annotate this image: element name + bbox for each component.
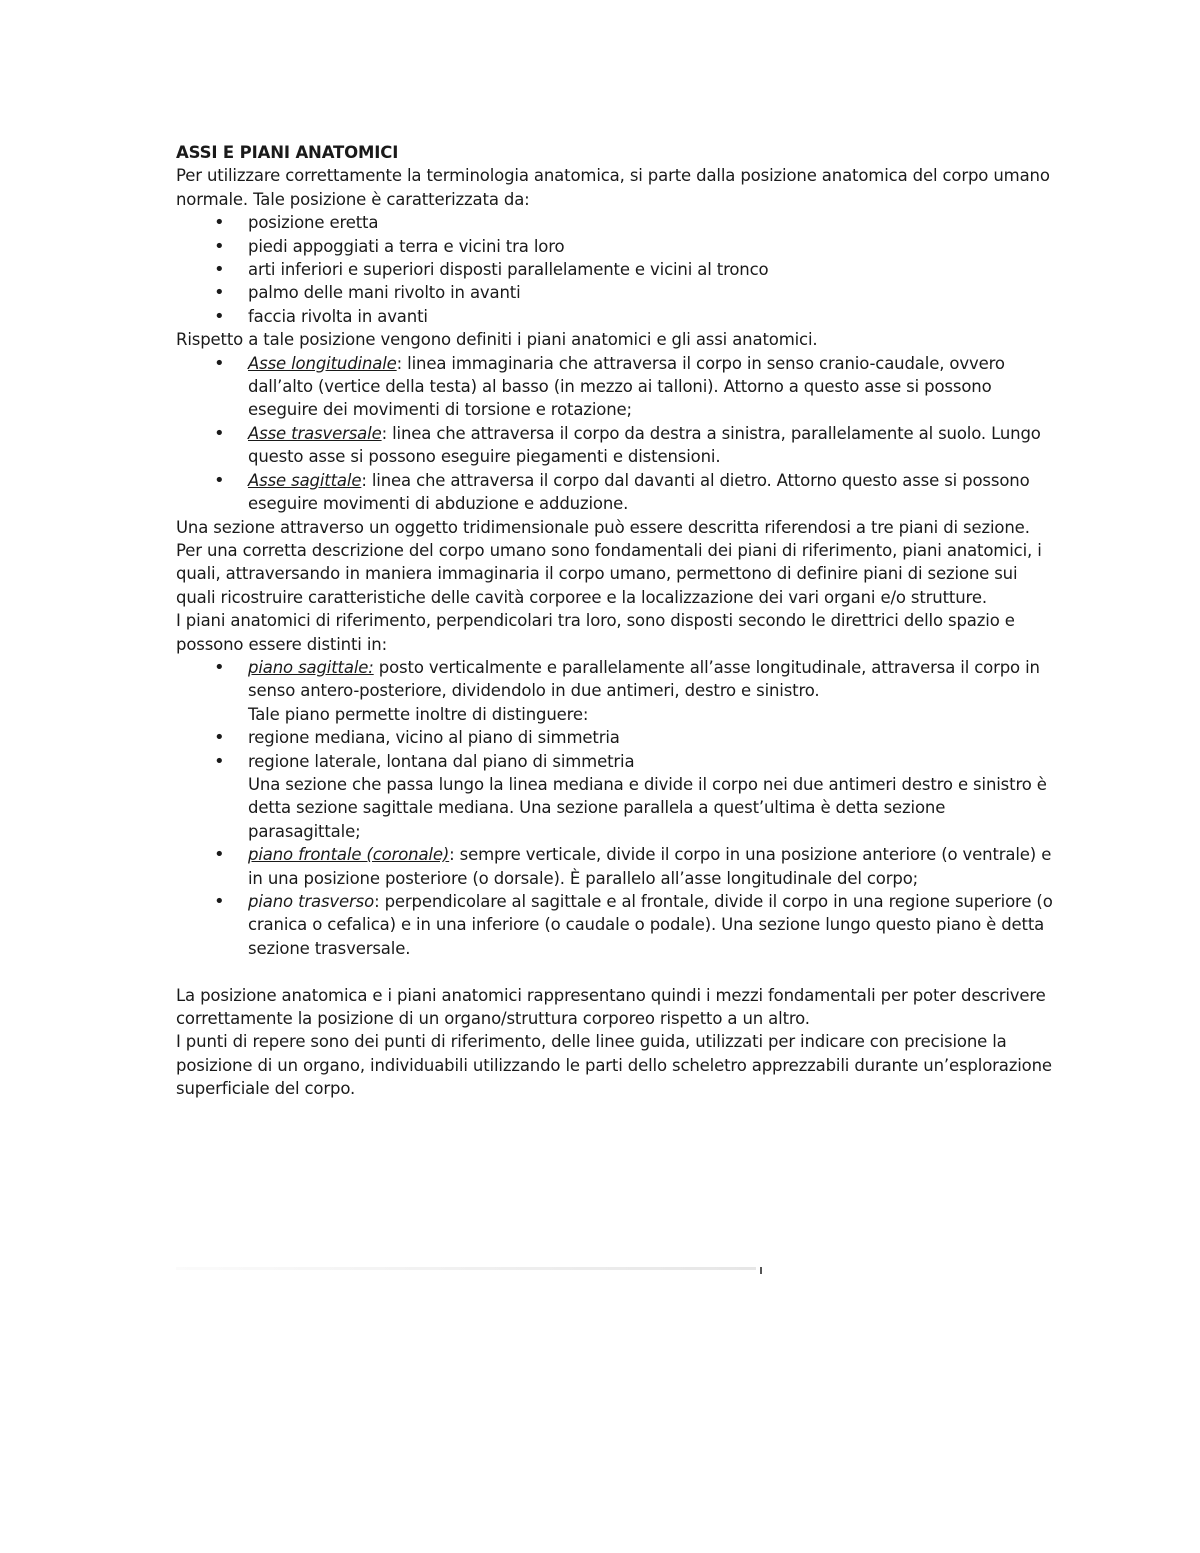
plane-item-sagittal: [176, 656, 1056, 703]
list-item: • regione mediana, vicino al piano di simmetria: [176, 726, 1056, 749]
plane-description: posto verticalmente e parallelamente all’asse longitudinale, attraversa il corpo in senso antero-posteriore, dividendolo in due antimeri, destro e sinistro.: [248, 657, 1040, 701]
list-item: • arti inferiori e superiori disposti parallelamente e vicini al tronco: [176, 258, 1056, 281]
planes-list-continued: [176, 843, 1056, 960]
document-title: ASSI E PIANI ANATOMICI: [176, 143, 399, 162]
landmarks-paragraph: I punti di repere sono dei punti di riferimento, delle linee guida, utilizzati per indicare con precisione la posizione di un organo, individuabili utilizzando le parti dello scheletro apprezzabili durante un’esplorazione superficiale del corpo.: [176, 1032, 1052, 1099]
footer-divider: [176, 1267, 756, 1270]
axis-description: : linea che attraversa il corpo da destra a sinistra, parallelamente al suolo. Lungo questo asse si possono eseguire piegamenti e distensioni.: [248, 423, 1041, 467]
section-paragraph: Una sezione attraverso un oggetto tridimensionale può essere descritta riferendosi a tre piani di sezione.: [176, 517, 1030, 537]
position-list: [176, 211, 1056, 328]
list-item: • faccia rivolta in avanti: [176, 305, 1056, 328]
list-item: • regione laterale, lontana dal piano di simmetria: [176, 750, 1056, 773]
plane-item-frontal: [176, 843, 1056, 890]
axis-item-sagittal: [176, 469, 1056, 516]
axis-term: Asse longitudinale: [248, 353, 397, 373]
list-item: • posizione eretta: [176, 211, 1056, 234]
planes-list: [176, 656, 1056, 703]
plane-item-transverse: [176, 890, 1056, 960]
plane-term: piano frontale (coronale): [248, 845, 450, 865]
plane-description: : perpendicolare al sagittale e al frontale, divide il corpo in una regione superiore (o cranica o cefalica) e in una inferiore (o caudale o podale). Una sezione lungo questo piano è detta sezione trasversale.: [248, 892, 1053, 958]
axis-term: Asse trasversale: [248, 423, 382, 443]
list-item: • piedi appoggiati a terra e vicini tra loro: [176, 235, 1056, 258]
sagittal-section-note: Una sezione che passa lungo la linea mediana e divide il corpo nei due antimeri destro e sinistro è detta sezione sagittale mediana. Una sezione parallela a quest’ultima è detta sezione parasagittale;: [248, 774, 1047, 841]
plane-sagittal-extra: Tale piano permette inoltre di distinguere:: [248, 704, 589, 724]
axis-item-transverse: [176, 422, 1056, 469]
footer-tick-mark: [760, 1267, 762, 1274]
axis-description: : linea che attraversa il corpo dal davanti al dietro. Attorno questo asse si possono eseguire movimenti di abduzione e adduzione.: [248, 470, 1030, 514]
plane-term: piano trasverso: [248, 892, 375, 911]
document-body: [176, 141, 1056, 1101]
reference-planes-paragraph: Per una corretta descrizione del corpo umano sono fondamentali dei piani di riferimento, piani anatomici, i quali, attraversando in maniera immaginaria il corpo umano, permettono di definire piani di sezione sui quali ricostruire caratteristiche delle cavità corporee e la localizzazione dei vari organi e/o strutture.: [176, 540, 1042, 607]
axes-list: [176, 352, 1056, 516]
plane-description: : sempre verticale, divide il corpo in una posizione anteriore (o ventrale) e in una posizione posteriore (o dorsale). È parallelo all’asse longitudinale del corpo;: [248, 845, 1052, 888]
planes-axes-intro: Rispetto a tale posizione vengono definiti i piani anatomici e gli assi anatomici.: [176, 330, 818, 350]
axis-description: : linea immaginaria che attraversa il corpo in senso cranio-caudale, ovvero dall’alto (vertice della testa) al basso (in mezzo ai talloni). Attorno a questo asse si possono eseguire dei movimenti di torsione e rotazione;: [248, 353, 1005, 420]
axis-item-longitudinal: [176, 352, 1056, 422]
axis-term: Asse sagittale: [248, 470, 362, 490]
summary-paragraph: La posizione anatomica e i piani anatomici rappresentano quindi i mezzi fondamentali per poter descrivere correttamente la posizione di un organo/struttura corporeo rispetto a un altro.: [176, 985, 1046, 1029]
regions-list: [176, 726, 1056, 773]
list-item: • palmo delle mani rivolto in avanti: [176, 281, 1056, 304]
paragraph-spacer: [176, 960, 1056, 983]
intro-paragraph: Per utilizzare correttamente la terminologia anatomica, si parte dalla posizione anatomica del corpo umano normale. Tale posizione è caratterizzata da:: [176, 166, 1050, 209]
planes-paragraph: I piani anatomici di riferimento, perpendicolari tra loro, sono disposti secondo le direttrici dello spazio e possono essere distinti in:: [176, 611, 1015, 654]
plane-term: piano sagittale:: [248, 657, 374, 677]
